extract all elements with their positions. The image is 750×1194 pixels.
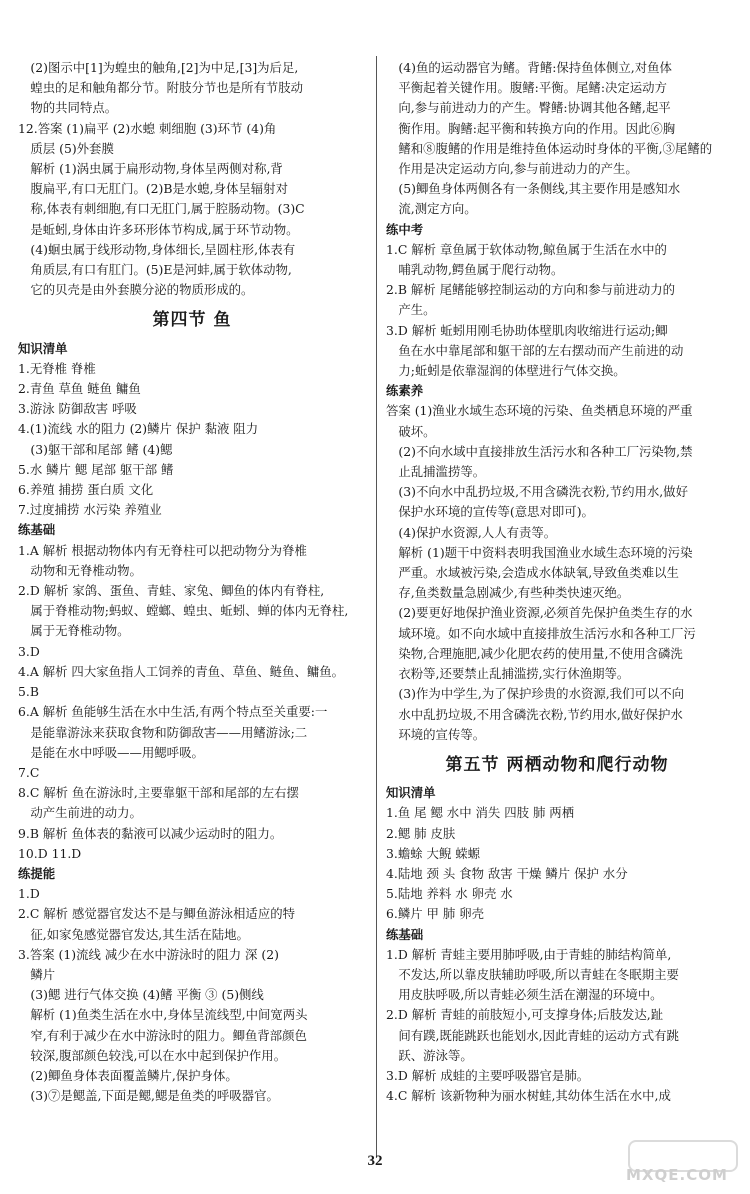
text-line: 质层 (5)外套膜 [30,140,114,156]
text-line: 征,如家兔感觉器官发达,其生活在陆地。 [30,926,249,942]
text-line: 5.B [18,684,39,700]
text-line: 腹扁平,有口无肛门。(2)B是水螅,身体呈辐射对 [30,181,288,197]
text-line: 存,鱼类数量急剧减少,有些种类快速灭绝。 [398,585,630,601]
text-line: 染物,合理施肥,减少化肥农药的使用量,不使用含磷洗 [398,645,683,661]
text-line: 域环境。如不向水域中直接排放生活污水和各种工厂污 [398,625,696,641]
left-column [18,58,366,1106]
text-line: 动产生前进的动力。 [30,805,142,821]
text-line: (5)鲫鱼身体两侧各有一条侧线,其主要作用是感知水 [398,181,681,197]
text-line: 保护水环境的宣传等(意思对即可)。 [398,504,594,520]
text-line: 2.C 解析 感觉器官发达不是与鲫鱼游泳相适应的特 [18,906,295,922]
text-line: 4.(1)流线 水的阻力 (2)鳞片 保护 黏液 阻力 [18,421,259,437]
text-line: 属于无脊椎动物。 [30,623,130,639]
text-line: 用皮肤呼吸,所以青蛙必须生活在潮湿的环境中。 [398,987,663,1003]
section-title: 第五节 两栖动物和爬行动物 [445,754,669,775]
text-line: 答案 (1)渔业水域生态环境的污染、鱼类栖息环境的严重 [386,403,693,419]
subsection-heading: 练提能 [18,865,56,881]
text-line: 5.陆地 养料 水 卵壳 水 [386,886,513,902]
text-line: 衡作用。胸鳍:起平衡和转换方向的作用。因此⑥胸 [398,120,676,136]
text-line: 10.D 11.D [18,845,82,861]
subsection-heading: 练中考 [386,221,424,237]
text-line: 鳍和⑧腹鳍的作用是维持鱼体运动时身体的平衡,③尾鳍的 [398,140,713,156]
text-line: 称,体表有刺细胞,有口无肛门,属于腔肠动物。(3)C [30,201,305,217]
text-line: 跃、游泳等。 [398,1047,473,1063]
text-line: 环境的宣传等。 [398,726,486,742]
text-line: (3)不向水中乱扔垃圾,不用含磷洗衣粉,节约用水,做好 [398,484,688,500]
text-line: 是能在水中呼吸——用鳃呼吸。 [30,744,204,760]
text-line: 3.D [18,643,40,659]
text-line: 产生。 [398,302,436,318]
text-line: 1.无脊椎 脊椎 [18,360,96,376]
text-line: (2)不向水域中直接排放生活污水和各种工厂污染物,禁 [398,443,693,459]
text-line: 5.水 鳞片 鳃 尾部 躯干部 鳍 [18,461,174,477]
section-title: 第四节 鱼 [152,310,232,331]
text-line: 动物和无脊椎动物。 [30,562,142,578]
subsection-heading: 知识清单 [386,785,436,801]
text-line: 解析 (1)鱼类生活在水中,身体呈流线型,中间宽两头 [30,1007,308,1023]
text-line: 3.游泳 防御敌害 呼吸 [18,401,137,417]
text-line: (4)保护水资源,人人有责等。 [398,524,557,540]
text-line: 3.D 解析 蚯蚓用刚毛协助体壁肌肉收缩进行运动;鲫 [386,322,668,338]
text-line: 3.蟾蜍 大鲵 蝾螈 [386,845,481,861]
text-line: (3)鳃 进行气体交换 (4)鳍 平衡 ③ (5)侧线 [30,987,264,1003]
text-line: 1.A 解析 根据动物体内有无脊柱可以把动物分为脊椎 [18,542,307,558]
text-line: (2)图示中[1]为蝗虫的触角,[2]为中足,[3]为后足, [30,60,299,75]
text-line: 2.鳃 肺 皮肤 [386,825,456,841]
text-line: (3)作为中学生,为了保护珍贵的水资源,我们可以不向 [398,686,685,702]
text-line: 是蚯蚓,身体由许多环形体节构成,属于环节动物。 [30,221,299,237]
text-line: 衣粉等,还要禁止乱捕滥捞,实行休渔期等。 [398,666,630,682]
subsection-heading: 练基础 [386,926,424,942]
text-line: 4.陆地 颈 头 食物 敌害 干燥 鳞片 保护 水分 [386,865,628,881]
text-line: 力;蚯蚓是依靠湿润的体壁进行气体交换。 [398,363,626,379]
text-line: 2.D 解析 青蛙的前肢短小,可支撑身体;后肢发达,趾 [386,1007,664,1023]
text-line: 6.A 解析 鱼能够生活在水中生活,有两个特点至关重要:一 [18,704,328,720]
text-line: 2.D 解析 家鸽、蛋鱼、青蛙、家兔、鲫鱼的体内有脊柱, [18,583,325,599]
page-number: 32 [367,1153,383,1169]
watermark-logo [622,1140,740,1188]
text-line: 水中乱扔垃圾,不用含磷洗衣粉,节约用水,做好保护水 [398,706,683,722]
text-line: 严重。水域被污染,会造成水体缺氧,导致鱼类难以生 [398,565,679,581]
text-line: 它的贝壳是由外套膜分泌的物质形成的。 [30,282,254,298]
text-line: 是能靠游泳来获取食物和防御敌害——用鳍游泳;二 [30,724,308,740]
text-line: 7.C [18,764,40,780]
text-line: 间有蹼,既能跳跃也能划水,因此青蛙的运动方式有跳 [398,1027,679,1043]
text-line: (3)⑦是鳃盖,下面是鳃,鳃是鱼类的呼吸器官。 [30,1088,279,1104]
text-line: 属于脊椎动物;蚂蚁、螳螂、蝗虫、蚯蚓、蝉的体内无脊柱, [30,603,349,619]
text-line: 向,参与前进动力的产生。臀鳍:协调其他各鳍,起平 [398,100,671,116]
text-line: 2.B 解析 尾鳍能够控制运动的方向和参与前进动力的 [386,282,676,298]
text-line: 鳞片 [30,966,56,982]
subsection-heading: 练基础 [18,522,56,538]
text-line: 1.C 解析 章鱼属于软体动物,鲸鱼属于生活在水中的 [386,241,667,257]
subsection-heading: 练素养 [386,383,424,399]
text-line: 平衡起着关键作用。腹鳍:平衡。尾鳍:决定运动方 [398,80,667,96]
right-column [386,58,728,1106]
text-line: 6.鳞片 甲 肺 卵壳 [386,906,484,922]
text-line: (2)要更好地保护渔业资源,必须首先保护鱼类生存的水 [398,605,693,621]
text-line: 1.鱼 尾 鳃 水中 消失 四肢 肺 两栖 [386,805,575,821]
text-line: 2.青鱼 草鱼 鲢鱼 鳙鱼 [18,381,141,397]
text-line: 角质层,有口有肛门。(5)E是河蚌,属于软体动物, [30,262,292,278]
text-line: 7.过度捕捞 水污染 养殖业 [18,502,162,518]
text-line: 解析 (1)涡虫属于扁形动物,身体呈两侧对称,背 [30,161,283,177]
text-line: 蝗虫的足和触角都分节。附肢分节也是所有节肢动 [30,80,303,96]
text-line: (4)鱼的运动器官为鳍。背鳍:保持鱼体侧立,对鱼体 [398,60,672,75]
text-line: 4.A 解析 四大家鱼指人工饲养的青鱼、草鱼、鲢鱼、鳙鱼。 [18,663,345,679]
text-line: 解析 (1)题干中资料表明我国渔业水域生态环境的污染 [398,544,693,560]
text-line: 8.C 解析 鱼在游泳时,主要靠躯干部和尾部的左右摆 [18,785,299,801]
text-line: 哺乳动物,鳄鱼属于爬行动物。 [398,262,564,278]
text-line: (3)躯干部和尾部 鳍 (4)鳃 [30,441,173,457]
text-line: 不发达,所以靠皮肤辅助呼吸,所以青蛙在冬眠期主要 [398,966,679,982]
text-line: 物的共同特点。 [30,100,118,116]
text-line: 鱼在水中靠尾部和躯干部的左右摆动而产生前进的动 [398,342,684,358]
text-line: 作用是决定运动方向,参与前进动力的产生。 [398,161,638,177]
text-line: 窄,有利于减少在水中游泳时的阻力。鲫鱼背部颜色 [30,1027,307,1043]
text-line: 3.答案 (1)流线 减少在水中游泳时的阻力 深 (2) [18,946,279,962]
text-line: 6.养殖 捕捞 蛋白质 文化 [18,482,154,498]
text-line: 3.D 解析 成蛙的主要呼吸器官是肺。 [386,1067,590,1083]
subsection-heading: 知识清单 [18,340,68,356]
text-line: 4.C 解析 该新物种为丽水树蛙,其幼体生活在水中,成 [386,1088,671,1104]
text-line: 止乱捕滥捞等。 [398,464,486,480]
text-line: (4)蛔虫属于线形动物,身体细长,呈圆柱形,体表有 [30,241,296,257]
text-line: 12.答案 (1)扁平 (2)水螅 刺细胞 (3)环节 (4)角 [18,120,277,136]
column-divider [376,56,377,1156]
text-line: 1.D [18,886,40,902]
text-line: 流,测定方向。 [398,201,477,217]
text-line: 较深,腹部颜色较浅,可以在水中起到保护作用。 [30,1047,287,1063]
text-line: 9.B 解析 鱼体表的黏液可以减少运动时的阻力。 [18,825,283,841]
text-line: 破坏。 [398,423,436,439]
text-line: (2)鲫鱼身体表面覆盖鳞片,保护身体。 [30,1067,238,1083]
text-line: 1.D 解析 青蛙主要用肺呼吸,由于青蛙的肺结构简单, [386,946,672,962]
watermark-text: MXQE.COM [626,1166,728,1184]
